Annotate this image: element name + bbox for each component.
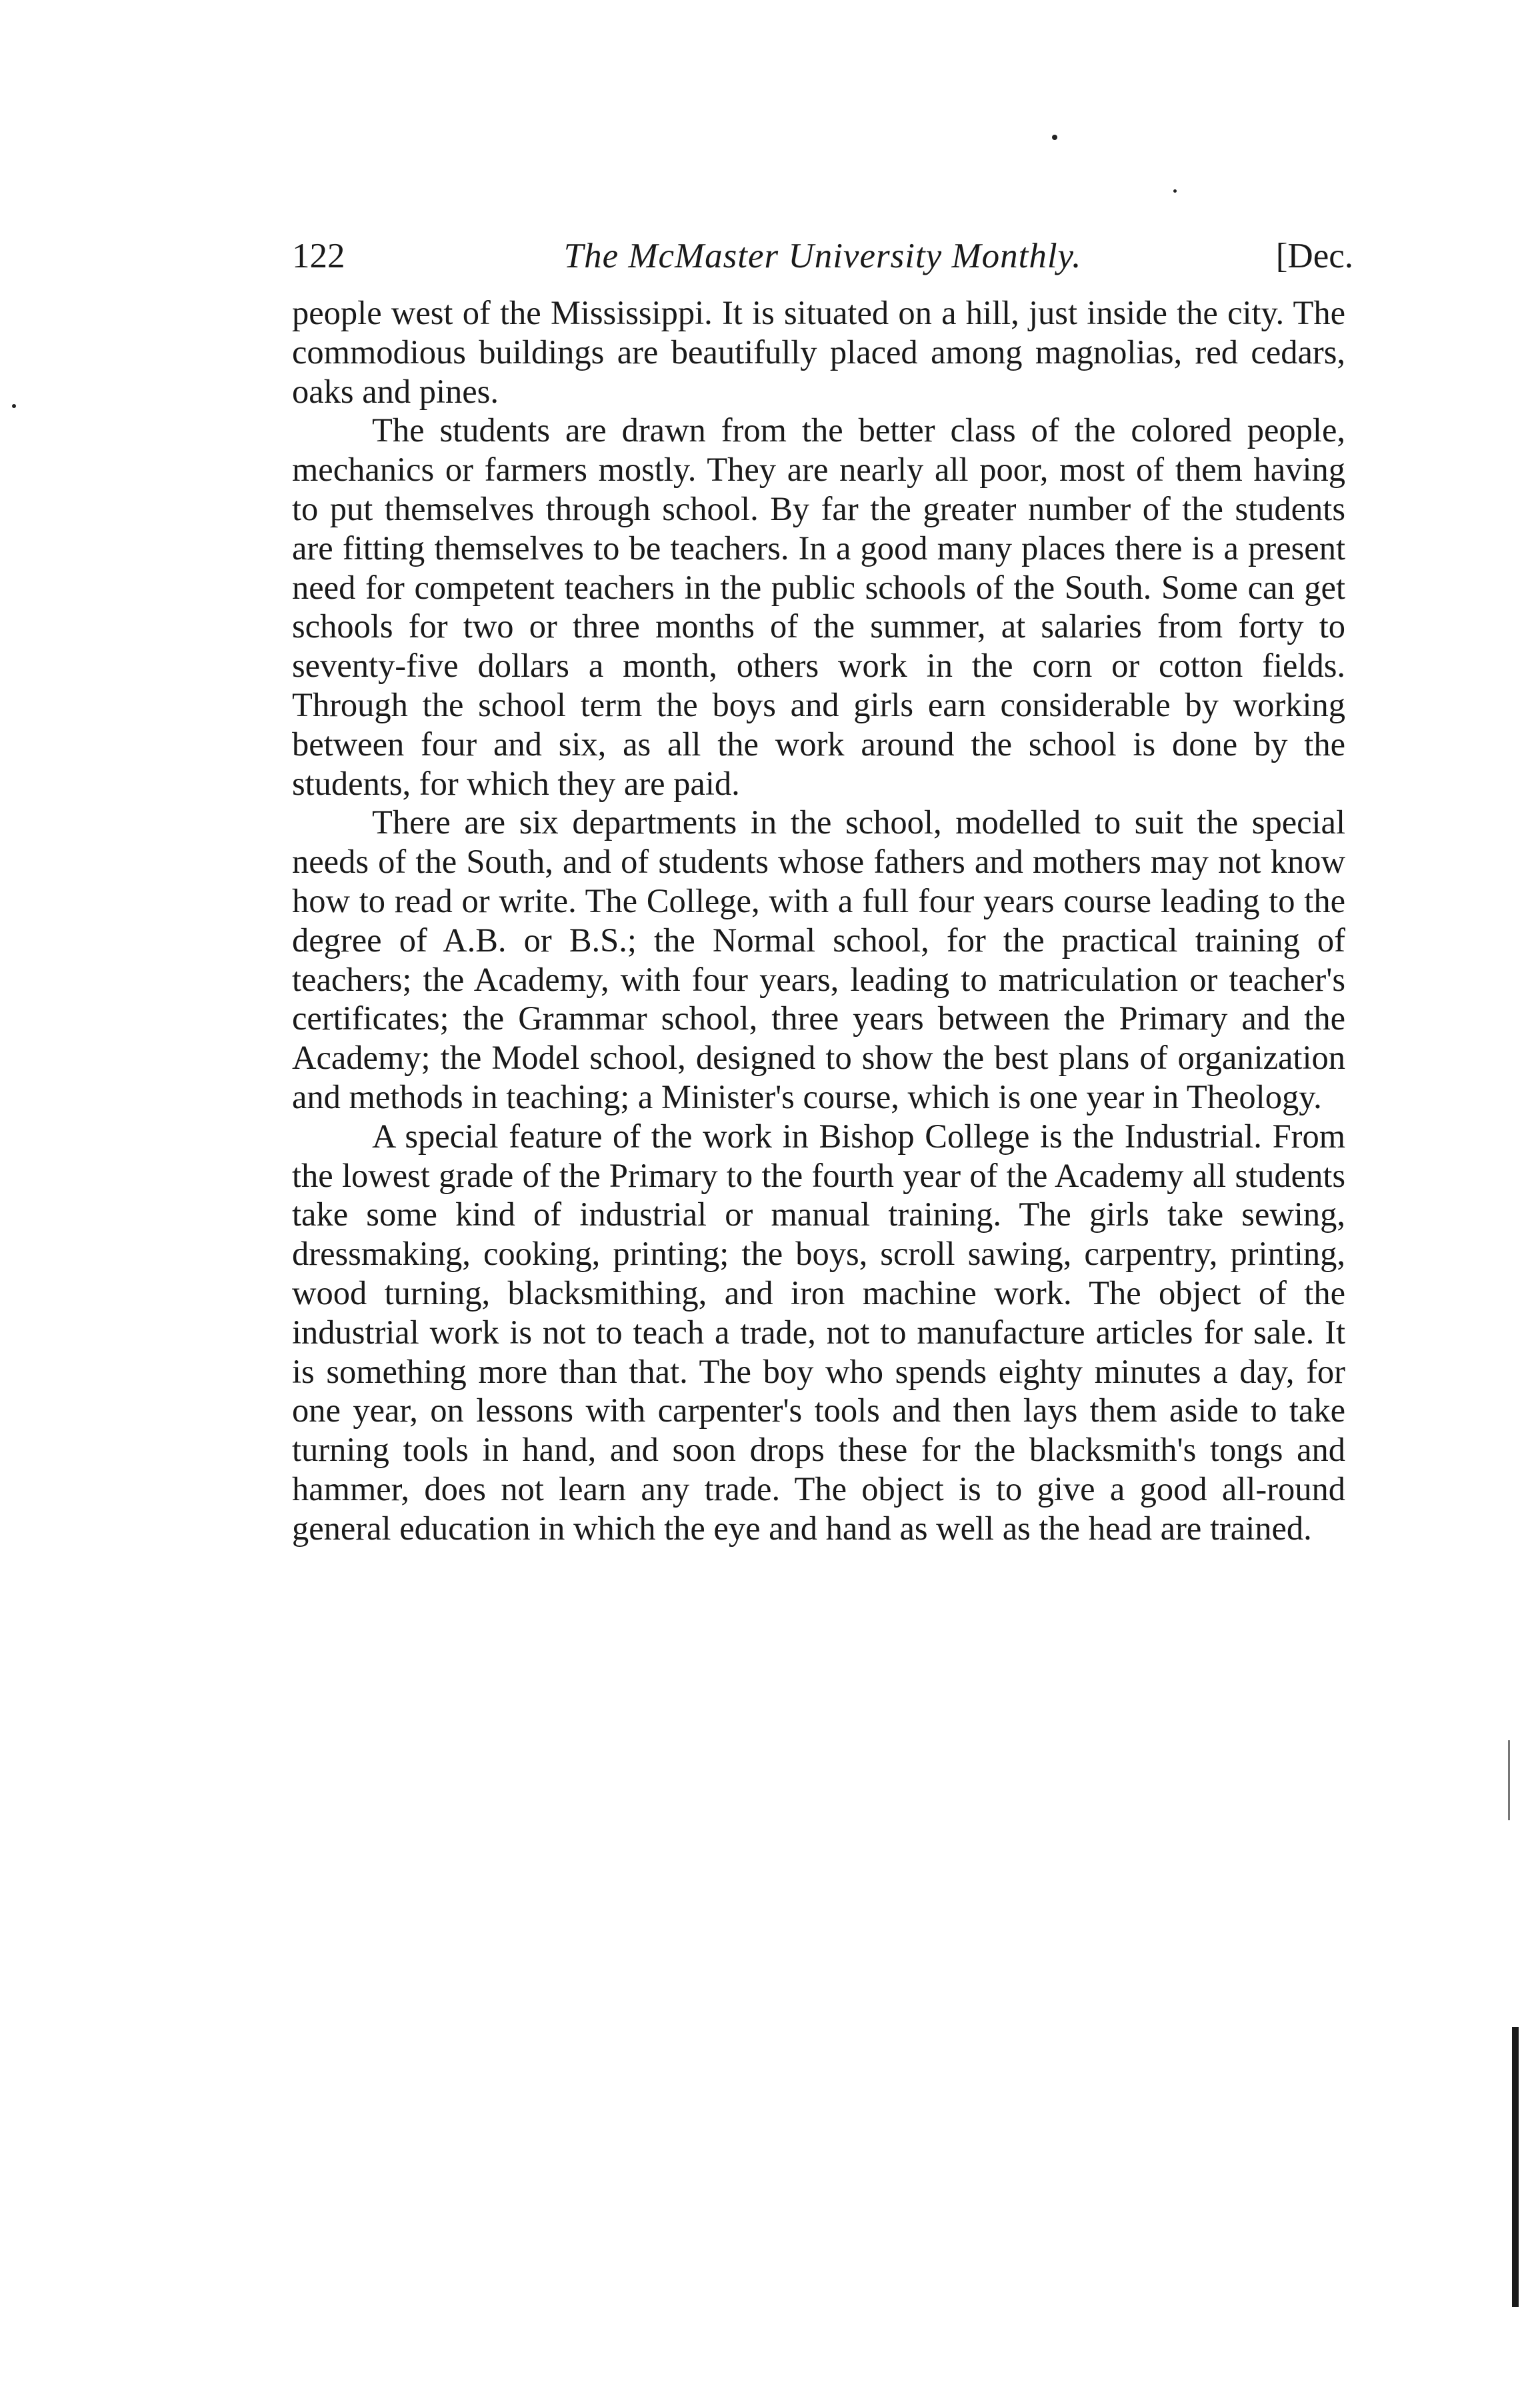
scan-speck <box>1173 189 1177 193</box>
paragraph: people west of the Mississippi. It is situated on a hill, just inside the city. The commodious buildings are beautifully placed among magnolias, red cedars, oaks and pines. <box>292 294 1345 410</box>
paragraph: There are six departments in the school, modelled to suit the special needs of the South, and of students whose fathers and mothers may not know how to read or write. The College, with a full four years course leading to the degree of A.B. or B.S.; the Normal school, for the practical training of teachers; the Academy, with four years, leading to matriculation or teacher's certificates; the Grammar school, three years between the Primary and the Academy; the Model school, designed to show the best plans of organization and methods in teaching; a Minister's course, which is one year in Theology. <box>292 803 1345 1115</box>
running-title: The McMaster University Monthly. <box>563 237 1082 275</box>
paragraph: A special feature of the work in Bishop College is the Industrial. From the lowest grade of the Primary to the fourth year of the Academy all students take some kind of industrial or manual training. The girls take sewing, dressmaking, cooking, printing; the boys, scroll sawing, carpentry, printing, wood turning, blacksmithing, and iron machine work. The object of the industrial work is not to teach a trade, not to manufacture articles for sale. It is something more than that. The boy who spends eighty minutes a day, for one year, on lessons with carpenter's tools and then lays them aside to take turning tools in hand, and soon drops these for the blacksmith's tongs and hammer, does not learn any trade. The object is to give a good all-round general education in which the eye and hand as well as the head are trained. <box>292 1117 1345 1547</box>
page-number: 122 <box>292 237 345 275</box>
running-header <box>292 236 1353 283</box>
header-month: [Dec. <box>1275 237 1353 275</box>
scan-speck <box>12 404 16 408</box>
scan-edge-mark <box>1512 2027 1519 2307</box>
scan-edge-mark <box>1508 1740 1510 1820</box>
scan-speck <box>1052 135 1057 140</box>
paragraph: The students are drawn from the better class of the colored people, mechanics or farmers mostly. They are nearly all poor, most of them having to put themselves through school. By far the greater number of the students are fitting themselves to be teachers. In a good many places there is a present need for competent teachers in the public schools of the South. Some can get schools for two or three months of the summer, at salaries from forty to seventy-five dollars a month, others work in the corn or cotton fields. Through the school term the boys and girls earn considerable by working between four and six, as all the work around the school is done by the students, for which they are paid. <box>292 411 1345 802</box>
article-body <box>292 293 1345 1548</box>
